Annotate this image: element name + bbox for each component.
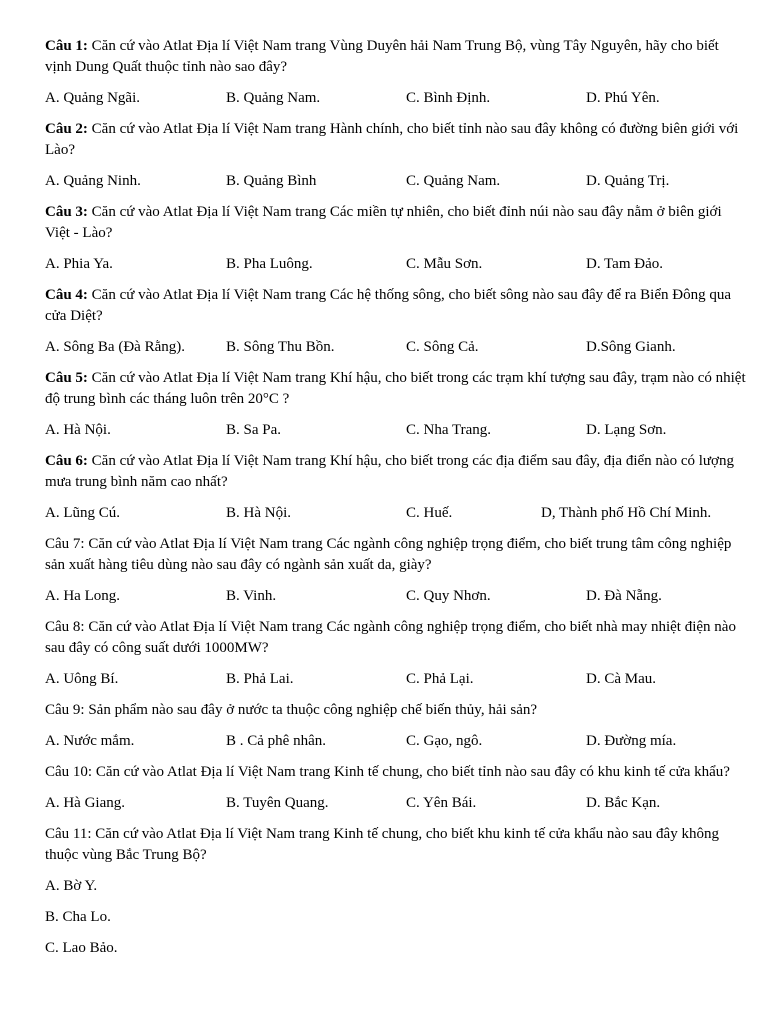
option-a: A. Hà Giang. [45,795,125,811]
option-c: C. Phả Lại. [406,671,474,687]
option-c: C. Quy Nhơn. [406,588,491,604]
question-text: Căn cứ vào Atlat Địa lí Việt Nam trang Các miền tự nhiên, cho biết đỉnh núi nào sau đây nằm ở biên giới Việt - Lào? [45,204,722,241]
question-text: Căn cứ vào Atlat Địa lí Việt Nam trang Hành chính, cho biết tỉnh nào sau đây không có đường biên giới với Lào? [45,121,739,158]
question-7-options [45,586,748,607]
option-d: D. Tam Đảo. [586,256,663,272]
option-d: D. Bắc Kạn. [586,795,661,811]
question-5-options [45,420,748,441]
option-b: B. Hà Nội. [226,505,291,521]
option-c: C. Sông Cả. [406,339,479,355]
option-c: C. Mẫu Sơn. [406,256,483,272]
option-b: B. Pha Luông. [226,256,313,272]
option-b: B. Phả Lai. [226,671,294,687]
option-d: D. Lạng Sơn. [586,422,667,438]
question-6 [45,451,748,493]
option-a: A. Phia Ya. [45,256,113,272]
question-3 [45,202,748,244]
question-8-options [45,669,748,690]
option-b: B. Cha Lo. [45,909,111,925]
option-d: D. Phú Yên. [586,90,660,106]
question-10: Câu 10: Căn cứ vào Atlat Địa lí Việt Nam trang Kinh tế chung, cho biết tỉnh nào sau đây có khu kinh tế cửa khẩu? [45,764,730,780]
option-a: A. Uông Bí. [45,671,119,687]
question-1-options [45,88,748,109]
question-text: Căn cứ vào Atlat Địa lí Việt Nam trang Khí hậu, cho biết trong các địa điểm sau đây, địa điển nào có lượng mưa trung bình năm cao nhất? [45,453,734,490]
option-a: A. Quảng Ninh. [45,173,141,189]
option-a: A. Hà Nội. [45,422,111,438]
question-label: Câu 6: [45,453,88,469]
question-4-options [45,337,748,358]
option-c: C. Quảng Nam. [406,173,501,189]
option-c: C. Gạo, ngô. [406,733,483,749]
option-d: D. Cà Mau. [586,671,656,687]
question-6-options [45,503,748,524]
question-2 [45,119,748,161]
option-b: B. Quảng Bình [226,173,317,189]
option-b: B. Tuyên Quang. [226,795,329,811]
question-5 [45,368,748,410]
question-text: Căn cứ vào Atlat Địa lí Việt Nam trang Các hệ thống sông, cho biết sông nào sau đây để ra Biển Đông qua cửa Diệt? [45,287,731,324]
question-2-options [45,171,748,192]
option-d: D, Thành phố Hồ Chí Minh. [541,505,712,521]
option-a: A. Sông Ba (Đà Rằng). [45,339,185,355]
question-10-options [45,793,748,814]
question-label: Câu 1: [45,38,88,54]
option-d: D. Quảng Trị. [586,173,670,189]
option-a: A. Quảng Ngãi. [45,90,140,106]
question-label: Câu 5: [45,370,88,386]
option-a: A. Nước mắm. [45,733,135,749]
option-c: C. Yên Bái. [406,795,477,811]
option-a: A. Bờ Y. [45,878,98,894]
option-c: C. Huế. [406,505,453,521]
option-c: C. Nha Trang. [406,422,492,438]
question-4 [45,285,748,327]
question-label: Câu 4: [45,287,88,303]
option-b: B. Quảng Nam. [226,90,321,106]
option-d: D.Sông Gianh. [586,339,676,355]
question-8: Câu 8: Căn cứ vào Atlat Địa lí Việt Nam trang Các ngành công nghiệp trọng điểm, cho biết nhà may nhiệt điện nào sau đây có công suất dưới 1000MW? [45,619,736,656]
option-b: B. Vinh. [226,588,277,604]
option-b: B . Cả phê nhân. [226,733,326,749]
question-text: Căn cứ vào Atlat Địa lí Việt Nam trang Khí hậu, cho biết trong các trạm khí tượng sau đây, trạm nào có nhiệt độ trung bình các tháng luôn trên 20°C ? [45,370,746,407]
option-d: D. Đường mía. [586,733,677,749]
question-text: Căn cứ vào Atlat Địa lí Việt Nam trang Vùng Duyên hải Nam Trung Bộ, vùng Tây Nguyên, hãy cho biết vịnh Dung Quất thuộc tỉnh nào sao đây? [45,38,719,75]
question-7: Câu 7: Căn cứ vào Atlat Địa lí Việt Nam trang Các ngành công nghiệp trọng điểm, cho biết trung tâm công nghiệp sản xuất hàng tiêu dùng nào sau đây có ngành sản xuất da, giày? [45,536,732,573]
option-a: A. Ha Long. [45,588,120,604]
option-b: B. Sa Pa. [226,422,282,438]
question-label: Câu 3: [45,204,88,220]
question-11: Câu 11: Căn cứ vào Atlat Địa lí Việt Nam trang Kinh tế chung, cho biết khu kinh tế cửa khẩu nào sau đây không thuộc vùng Bắc Trung Bộ? [45,826,719,863]
option-d: D. Đà Nẵng. [586,588,662,604]
option-b: B. Sông Thu Bồn. [226,339,335,355]
option-c: C. Lao Bảo. [45,940,118,956]
option-c: C. Bình Định. [406,90,491,106]
question-1 [45,36,748,78]
question-label: Câu 2: [45,121,88,137]
question-3-options [45,254,748,275]
option-a: A. Lũng Cú. [45,505,120,521]
question-9-options [45,731,748,752]
question-9: Câu 9: Sản phẩm nào sau đây ở nước ta thuộc công nghiệp chế biến thủy, hải sản? [45,702,538,718]
